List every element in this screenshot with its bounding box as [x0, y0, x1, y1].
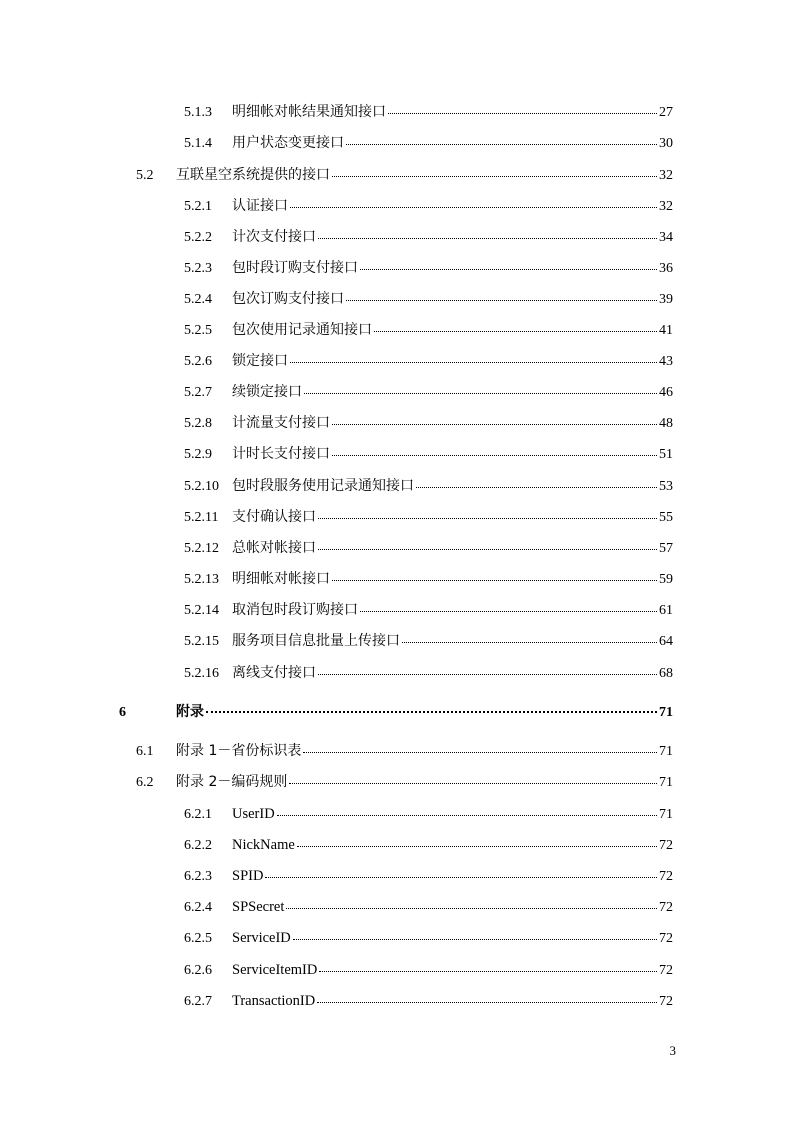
toc-entry-number: 6.2.5: [184, 931, 212, 946]
toc-entry[interactable]: [184, 445, 673, 464]
dot-leader: [286, 907, 657, 909]
toc-entry-title: 续锁定接口: [232, 384, 302, 400]
toc-entry-page: 59: [659, 572, 673, 587]
toc-entry-page: 27: [659, 105, 673, 120]
toc-entry-number: 5.2.1: [184, 199, 212, 214]
dot-leader: [332, 175, 657, 177]
toc-entry-page: 55: [659, 510, 673, 525]
toc-entry[interactable]: [184, 383, 673, 402]
toc-entry-title: ServiceID: [232, 930, 291, 946]
toc-entry-page: 68: [659, 666, 673, 681]
toc-entry-title: SPID: [232, 868, 264, 884]
toc-entry-title: 附录: [176, 704, 204, 720]
toc-entry-number: 6.2.4: [184, 900, 212, 915]
dot-leader: [265, 876, 657, 878]
toc-entry-number: 5.2.5: [184, 323, 212, 338]
toc-entry-title: 包次使用记录通知接口: [232, 322, 372, 338]
toc-entry-page: 72: [659, 900, 673, 915]
dot-leader: [346, 143, 657, 145]
dot-leader: [318, 673, 657, 675]
toc-entry[interactable]: [184, 414, 673, 433]
toc-entry[interactable]: [184, 570, 673, 589]
toc-entry-number: 5.1.3: [184, 105, 212, 120]
toc-entry[interactable]: [184, 992, 673, 1011]
toc-entry-number: 5.2.8: [184, 416, 212, 431]
toc-entry[interactable]: [184, 259, 673, 278]
toc-entry-number: 5.2.4: [184, 292, 212, 307]
toc-entry-number: 5.1.4: [184, 136, 212, 151]
toc-entry-title: 离线支付接口: [232, 665, 316, 681]
toc-entry[interactable]: [184, 539, 673, 558]
toc-entry-number: 6.1: [136, 744, 154, 759]
toc-entry-title: 明细帐对帐结果通知接口: [232, 104, 386, 120]
toc-entry[interactable]: [184, 477, 673, 496]
toc-entry-number: 6: [119, 705, 126, 720]
toc-entry-page: 72: [659, 931, 673, 946]
toc-entry-number: 5.2.3: [184, 261, 212, 276]
toc-entry-title: NickName: [232, 837, 295, 853]
dot-leader: [402, 641, 657, 643]
toc-entry-page: 32: [659, 168, 673, 183]
toc-entry-title: 明细帐对帐接口: [232, 571, 330, 587]
toc-entry-title: TransactionID: [232, 993, 316, 1009]
toc-entry-title: 总帐对帐接口: [232, 540, 316, 556]
dot-leader: [332, 579, 657, 581]
dot-leader: [293, 938, 657, 940]
toc-entry-number: 5.2.16: [184, 666, 219, 681]
toc-entry-page: 72: [659, 994, 673, 1009]
toc-entry-number: 5.2.6: [184, 354, 212, 369]
dot-leader: [332, 423, 657, 425]
toc-entry-number: 6.2.2: [184, 838, 212, 853]
toc-entry-title: SPSecret: [232, 899, 285, 915]
toc-entry-number: 5.2.11: [184, 510, 219, 525]
toc-entry[interactable]: [184, 632, 673, 651]
toc-entry[interactable]: [184, 867, 673, 886]
toc-entry-number: 6.2: [136, 775, 154, 790]
toc-entry[interactable]: [184, 321, 673, 340]
toc-entry-title: 附录 2－编码规则: [176, 774, 288, 790]
toc-entry[interactable]: [184, 352, 673, 371]
toc-entry[interactable]: [184, 961, 673, 980]
toc-entry-number: 6.2.1: [184, 807, 212, 822]
toc-entry-title: UserID: [232, 806, 275, 822]
toc-entry-page: 71: [659, 807, 673, 822]
toc-entry-page: 57: [659, 541, 673, 556]
toc-entry-number: 5.2.12: [184, 541, 219, 556]
dot-leader: [332, 454, 657, 456]
dot-leader: [297, 845, 657, 847]
toc-entry[interactable]: [136, 742, 673, 761]
toc-entry-title: 认证接口: [232, 198, 288, 214]
toc-entry[interactable]: [184, 290, 673, 309]
toc-entry-title: 计时长支付接口: [232, 446, 330, 462]
toc-entry[interactable]: [184, 836, 673, 855]
dot-leader: [318, 517, 657, 519]
toc-entry-page: 46: [659, 385, 673, 400]
dot-leader: [360, 610, 657, 612]
toc-entry-title: 锁定接口: [232, 353, 288, 369]
toc-entry-title: 取消包时段订购接口: [232, 602, 358, 618]
toc-entry-number: 5.2.13: [184, 572, 219, 587]
toc-entry-page: 41: [659, 323, 673, 338]
dot-leader: [303, 751, 657, 753]
toc-entry-page: 72: [659, 838, 673, 853]
toc-entry[interactable]: [136, 166, 673, 185]
toc-entry-page: 53: [659, 479, 673, 494]
toc-entry-number: 6.2.7: [184, 994, 212, 1009]
toc-entry-page: 39: [659, 292, 673, 307]
toc-entry[interactable]: [184, 898, 673, 917]
dot-leader: [289, 782, 657, 784]
dot-leader: [319, 970, 657, 972]
toc-entry-page: 64: [659, 634, 673, 649]
toc-entry-page: 61: [659, 603, 673, 618]
dot-leader: [206, 710, 657, 713]
toc-entry-number: 5.2.2: [184, 230, 212, 245]
toc-entry-page: 51: [659, 447, 673, 462]
toc-entry-title: ServiceItemID: [232, 962, 318, 978]
toc-entry-number: 5.2: [136, 168, 154, 183]
toc-entry[interactable]: [184, 228, 673, 247]
dot-leader: [318, 237, 657, 239]
dot-leader: [290, 361, 657, 363]
dot-leader: [290, 206, 657, 208]
toc-entry-number: 5.2.9: [184, 447, 212, 462]
toc-entry-page: 32: [659, 199, 673, 214]
toc-entry[interactable]: [184, 103, 673, 122]
toc-entry-title: 支付确认接口: [232, 509, 316, 525]
toc-entry-number: 6.2.3: [184, 869, 212, 884]
page-number: 3: [669, 1043, 676, 1058]
toc-entry-title: 包时段服务使用记录通知接口: [232, 478, 414, 494]
dot-leader: [318, 548, 657, 550]
toc-entry-title: 包时段订购支付接口: [232, 260, 358, 276]
toc-entry-title: 附录 1－省份标识表: [176, 743, 302, 759]
dot-leader: [374, 330, 657, 332]
toc-entry[interactable]: [184, 134, 673, 153]
dot-leader: [277, 814, 657, 816]
toc-entry-number: 6.2.6: [184, 963, 212, 978]
toc-entry-number: 5.2.10: [184, 479, 219, 494]
toc-chapter-entry[interactable]: [119, 703, 673, 722]
toc-entry-title: 服务项目信息批量上传接口: [232, 633, 400, 649]
toc-entry[interactable]: [184, 805, 673, 824]
toc-entry-page: 71: [659, 744, 673, 759]
toc-entry-page: 71: [659, 775, 673, 790]
toc-entry-title: 互联星空系统提供的接口: [176, 167, 330, 183]
toc-entry-number: 5.2.14: [184, 603, 219, 618]
toc-entry[interactable]: [184, 197, 673, 216]
toc-entry-page: 72: [659, 963, 673, 978]
toc-entry-page: 34: [659, 230, 673, 245]
toc-entry-page: 71: [659, 705, 673, 720]
toc-entry[interactable]: [136, 773, 673, 792]
toc-entry[interactable]: [184, 929, 673, 948]
toc-entry-page: 43: [659, 354, 673, 369]
toc-entry[interactable]: [184, 601, 673, 620]
toc-entry-page: 48: [659, 416, 673, 431]
dot-leader: [317, 1001, 657, 1003]
toc-entry-title: 计流量支付接口: [232, 415, 330, 431]
dot-leader: [388, 112, 657, 114]
toc-entry-title: 包次订购支付接口: [232, 291, 344, 307]
toc-entry-number: 5.2.7: [184, 385, 212, 400]
toc-entry-number: 5.2.15: [184, 634, 219, 649]
toc-entry-page: 36: [659, 261, 673, 276]
toc-entry-title: 用户状态变更接口: [232, 135, 344, 151]
dot-leader: [360, 268, 657, 270]
dot-leader: [416, 486, 657, 488]
toc-entry-page: 30: [659, 136, 673, 151]
toc-entry[interactable]: [184, 508, 673, 527]
toc-entry-title: 计次支付接口: [232, 229, 316, 245]
dot-leader: [304, 392, 657, 394]
toc-entry-page: 72: [659, 869, 673, 884]
dot-leader: [346, 299, 657, 301]
toc-entry[interactable]: [184, 664, 673, 683]
